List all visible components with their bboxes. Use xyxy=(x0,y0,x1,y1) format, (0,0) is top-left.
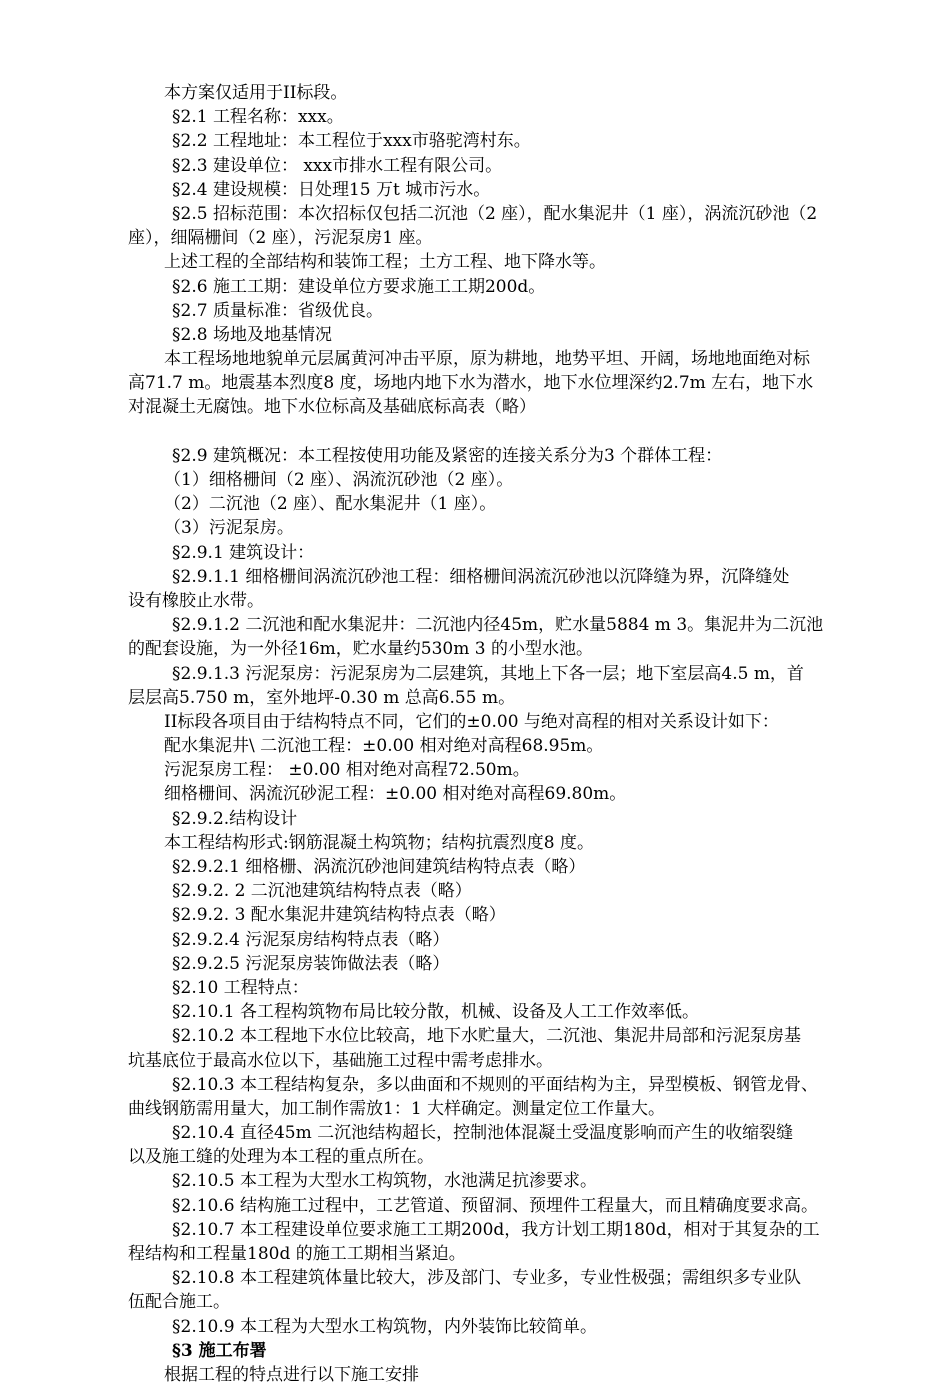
text-line: II标段各项目由于结构特点不同，它们的±0.00 与绝对高程的相对关系设计如下： xyxy=(164,711,779,732)
text-line: §2.10.6 结构施工过程中，工艺管道、预留洞、预埋件工程量大，而且精确度要求高。 xyxy=(172,1195,818,1216)
text-line: §2.9.2.1 细格栅、涡流沉砂池间建筑结构特点表（略） xyxy=(172,857,586,877)
text-line: §2.9.1 建筑设计： xyxy=(172,542,315,563)
text-line: 污泥泵房工程： ±0.00 相对绝对高程72.50m。 xyxy=(164,760,530,781)
text-line: §2.6 施工工期：建设单位方要求施工工期200d。 xyxy=(172,276,546,297)
text-line: §2.9.1.3 污泥泵房：污泥泵房为二层建筑，其地上下各一层；地下室层高4.5 m，首 xyxy=(172,663,804,684)
text-line: （3）污泥泵房。 xyxy=(164,518,294,539)
document-body xyxy=(128,81,873,1387)
text-line: §2.10.3 本工程结构复杂，多以曲面和不规则的平面结构为主，异型模板、钢管龙骨、 xyxy=(172,1074,818,1095)
text-line: §2.8 场地及地基情况 xyxy=(172,324,332,345)
text-line: （2）二沉池（2 座）、配水集泥井（1 座）。 xyxy=(164,494,497,515)
text-line: §2.7 质量标准：省级优良。 xyxy=(172,300,383,321)
text-line: §2.10.7 本工程建设单位要求施工工期200d，我方计划工期180d，相对于其复杂的工 xyxy=(172,1219,820,1240)
text-line: 伍配合施工。 xyxy=(128,1292,230,1313)
text-line: 程结构和工程量180d 的施工工期相当紧迫。 xyxy=(128,1244,466,1264)
text-line: §2.9.2.4 污泥泵房结构特点表（略） xyxy=(172,929,450,950)
text-line: §2.9.1.2 二沉池和配水集泥井：二沉池内径45m，贮水量5884 m 3。集泥井为二沉池 xyxy=(172,615,824,636)
text-line: §2.10 工程特点： xyxy=(172,977,309,998)
text-line: §2.10.9 本工程为大型水工构筑物，内外装饰比较简单。 xyxy=(172,1316,597,1337)
text-line: 上述工程的全部结构和装饰工程；土方工程、地下降水等。 xyxy=(164,252,606,273)
text-line: §2.3 建设单位： xxx市排水工程有限公司。 xyxy=(172,155,503,176)
text-line: 细格栅间、涡流沉砂泥工程：±0.00 相对绝对高程69.80m。 xyxy=(164,784,627,805)
text-line: §2.10.2 本工程地下水位比较高，地下水贮量大，二沉池、集泥井局部和污泥泵房基 xyxy=(172,1026,801,1047)
text-line: 根据工程的特点进行以下施工安排 xyxy=(164,1364,419,1385)
text-line: 座），细隔栅间（2 座），污泥泵房1 座。 xyxy=(128,228,433,249)
text-line: 层层高5.750 m，室外地坪-0.30 m 总高6.55 m。 xyxy=(128,687,516,708)
text-line: §2.10.5 本工程为大型水工构筑物，水池满足抗渗要求。 xyxy=(172,1171,597,1192)
text-line: §2.10.8 本工程建筑体量比较大，涉及部门、专业多，专业性极强；需组织多专业队 xyxy=(172,1268,801,1289)
text-line: §2.9.2.5 污泥泵房装饰做法表（略） xyxy=(172,953,450,974)
blank-line xyxy=(128,420,873,444)
text-line: §2.5 招标范围：本次招标仅包括二沉池（2 座），配水集泥井（1 座），涡流沉砂池（2 xyxy=(172,203,818,224)
text-line: （1）细格栅间（2 座）、涡流沉砂池（2 座）。 xyxy=(164,470,514,490)
text-line: 的配套设施，为一外径16m，贮水量约530m 3 的小型水池。 xyxy=(128,639,593,660)
text-line: 坑基底位于最高水位以下，基础施工过程中需考虑排水。 xyxy=(128,1050,553,1071)
text-line: 本工程结构形式:钢筋混凝土构筑物；结构抗震烈度8 度。 xyxy=(164,832,594,853)
text-line: 设有橡胶止水带。 xyxy=(128,590,264,611)
text-line: 对混凝土无腐蚀。地下水位标高及基础底标高表（略） xyxy=(128,397,536,418)
text-line: 本方案仅适用于II标段。 xyxy=(164,83,348,103)
text-line: 曲线钢筋需用量大，加工制作需放1：1 大样确定。测量定位工作量大。 xyxy=(128,1098,666,1119)
text-line: §3 施工布署 xyxy=(172,1340,267,1361)
text-line: §2.9 建筑概况：本工程按使用功能及紧密的连接关系分为3 个群体工程： xyxy=(172,445,723,466)
text-line: 配水集泥井\ 二沉池工程：±0.00 相对绝对高程68.95m。 xyxy=(164,736,604,757)
text-line: §2.10.4 直径45m 二沉池结构超长，控制池体混凝土受温度影响而产生的收缩裂缝 xyxy=(172,1123,794,1144)
text-line: §2.9.2. 3 配水集泥井建筑结构特点表（略） xyxy=(172,905,506,926)
text-line: §2.2 工程地址：本工程位于xxx市骆驼湾村东。 xyxy=(172,131,531,152)
text-line: §2.4 建设规模：日处理15 万t 城市污水。 xyxy=(172,179,491,200)
text-line: §2.10.1 各工程构筑物布局比较分散，机械、设备及人工工作效率低。 xyxy=(172,1002,699,1023)
text-line: §2.9.2.结构设计 xyxy=(172,808,298,829)
text-line: 以及施工缝的处理为本工程的重点所在。 xyxy=(128,1147,434,1168)
text-line: §2.1 工程名称：xxx。 xyxy=(172,107,344,128)
text-line: §2.9.2. 2 二沉池建筑结构特点表（略） xyxy=(172,881,472,902)
text-line: §2.9.1.1 细格栅间涡流沉砂池工程：细格栅间涡流沉砂池以沉降缝为界，沉降缝处 xyxy=(172,566,790,587)
text-line: 高71.7 m。地震基本烈度8 度，场地内地下水为潜水，地下水位埋深约2.7m 左右，地下水 xyxy=(128,373,814,394)
text-line: 本工程场地地貌单元层属黄河冲击平原，原为耕地，地势平坦、开阔，场地地面绝对标 xyxy=(164,349,810,370)
